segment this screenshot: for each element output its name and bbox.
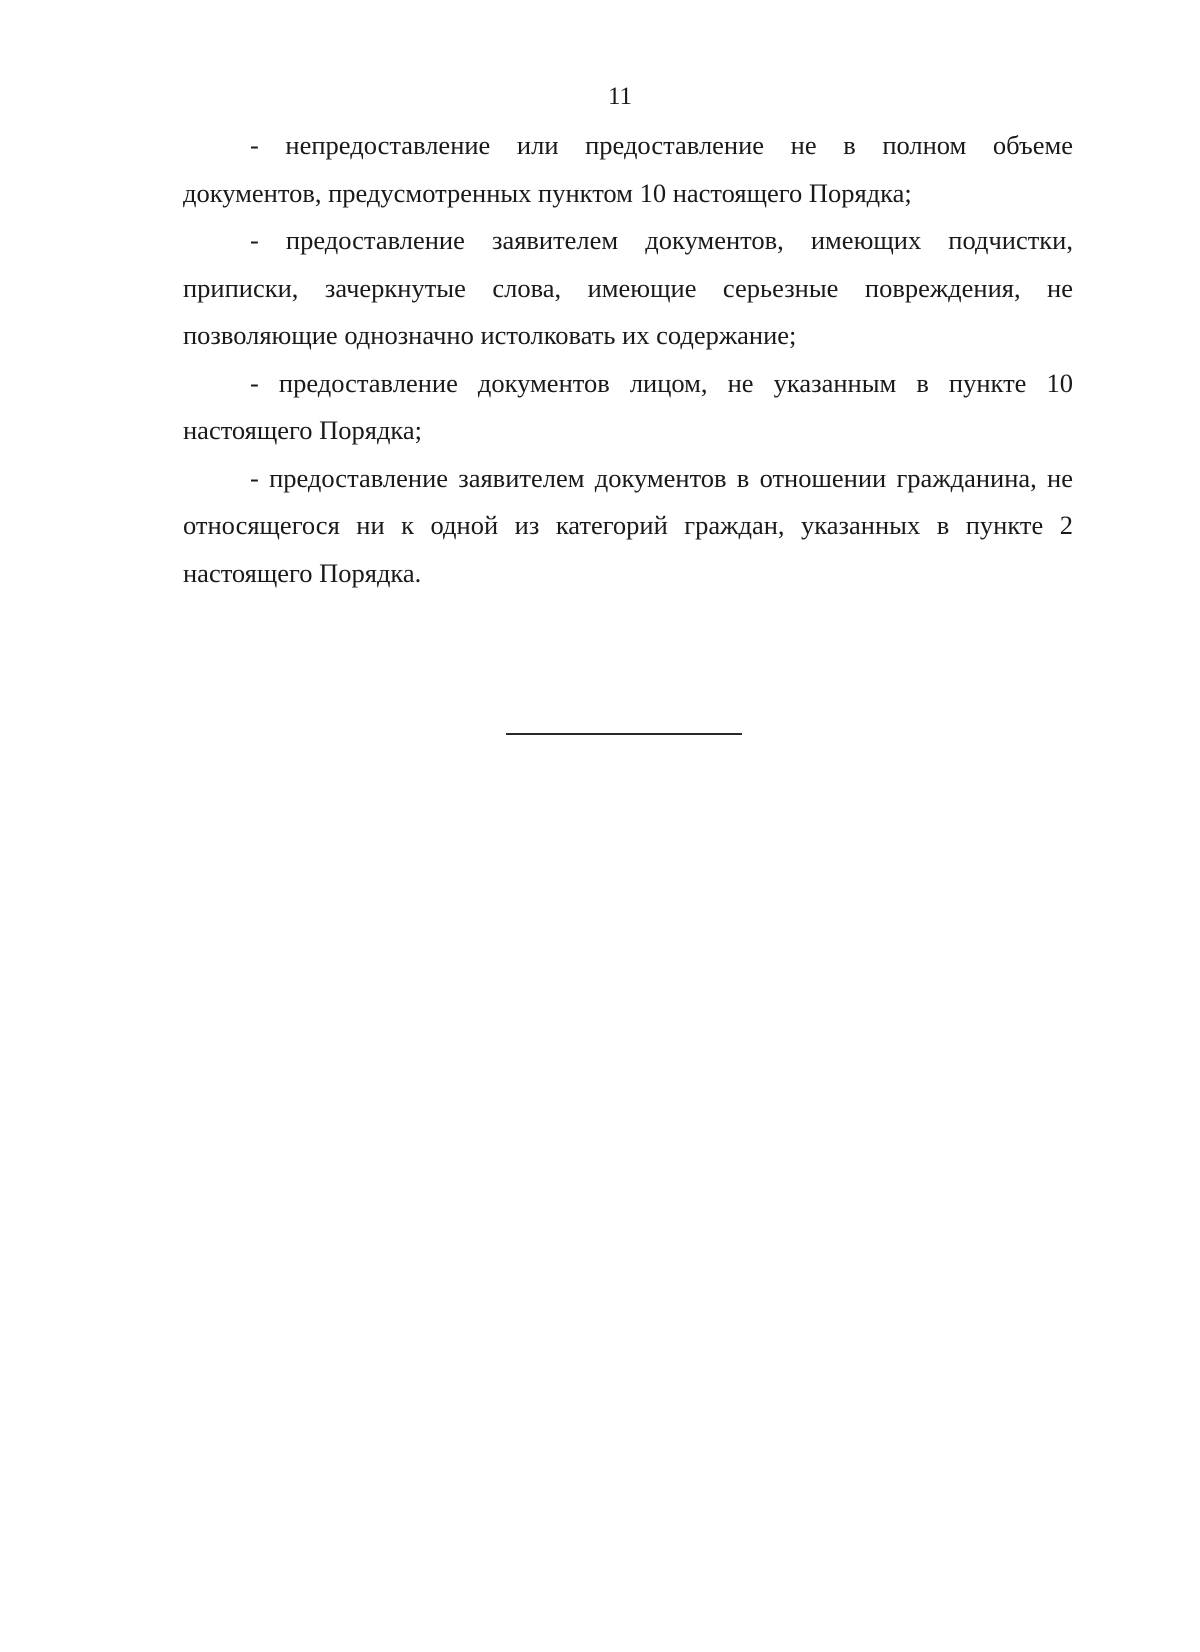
list-item: - предоставление заявителем документов, имеющих подчистки, приписки, зачеркнутые слова, имеющие серьезные повреждения, не позволяющие однозначно истолковать их содержание; — [183, 225, 1073, 350]
list-item: - непредоставление или предоставление не в полном объеме документов, предусмотренных пунктом 10 настоящего Порядка; — [183, 130, 1073, 208]
list-item: - предоставление документов лицом, не указанным в пункте 10 настоящего Порядка; — [183, 367, 1073, 445]
end-divider — [506, 733, 742, 735]
page-number: 11 — [607, 83, 633, 110]
document-body — [183, 122, 1073, 597]
list-item: - предоставление заявителем документов в отношении гражданина, не относящегося ни к одной из категорий граждан, указанных в пункте 2 настоящего Порядка. — [183, 462, 1073, 588]
